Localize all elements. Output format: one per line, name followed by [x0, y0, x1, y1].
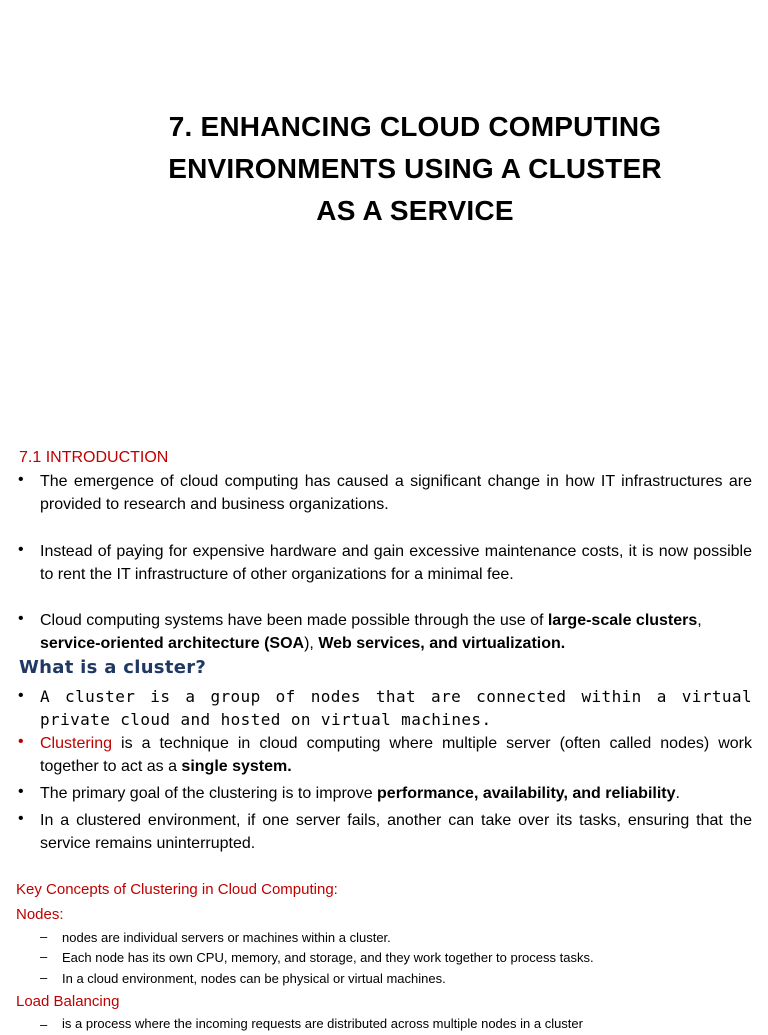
cluster-bullet-1: A cluster is a group of nodes that are connected within a virtual private cloud and hosted on virtual machines. [40, 687, 752, 729]
bullet-marker-red: • [18, 733, 24, 750]
intro-bullet-3-bold-3: Web services, and virtualization. [318, 635, 566, 652]
nodes-item-1: nodes are individual servers or machines within a cluster. [62, 930, 391, 945]
cluster-bullet-3-bold: performance, availability, and reliability [377, 785, 676, 802]
bullet-marker: • [18, 471, 24, 488]
dash-marker: – [40, 970, 48, 985]
cluster-bullet-3-text: The primary goal of the clustering is to improve [40, 785, 378, 802]
cluster-bullet-3-end: . [675, 785, 680, 802]
intro-bullet-3-text: Cloud computing systems have been made possible through the use of [40, 612, 548, 629]
bullet-marker: • [18, 541, 24, 558]
title-line-3: AS A SERVICE [316, 195, 514, 226]
dash-marker: – [40, 949, 48, 964]
load-balancing-item: is a process where the incoming requests are distributed across multiple nodes in a cluster [62, 1016, 583, 1031]
bullet-marker: • [18, 687, 24, 704]
intro-bullet-3-bold-1: large-scale clusters [547, 612, 698, 629]
title-line-2: ENVIRONMENTS USING A CLUSTER [168, 153, 662, 184]
cluster-bullet-2-bold: single system. [181, 758, 292, 775]
cluster-bullet-2 [40, 732, 752, 778]
title-line-1: 7. ENHANCING CLOUD COMPUTING [168, 111, 662, 142]
intro-bullet-1: The emergence of cloud computing has caused a significant change in how IT infrastructures are provided to research and business organizations. [40, 473, 752, 513]
page-title [80, 106, 750, 232]
dash-marker: – [40, 929, 48, 944]
dash-marker: – [40, 1017, 48, 1032]
nodes-item-3: In a cloud environment, nodes can be physical or virtual machines. [62, 971, 446, 986]
intro-bullet-3 [40, 609, 752, 655]
clustering-term: Clustering [40, 735, 113, 752]
cluster-bullet-3 [40, 782, 752, 805]
cluster-bullet-4: In a clustered environment, if one server fails, another can take over its tasks, ensuring that the service remains uninterrupted. [40, 812, 752, 852]
bullet-marker: • [18, 610, 24, 627]
load-balancing-heading: Load Balancing [16, 993, 120, 1010]
bullet-marker: • [18, 783, 24, 800]
cluster-bullet-2-text: is a technique in cloud computing where multiple server (often called nodes) work together to act as a [40, 735, 752, 775]
intro-bullet-3-bold-2: service-oriented architecture (SOA [40, 635, 305, 652]
intro-bullet-3-paren: ), [304, 635, 319, 652]
cluster-heading: What is a cluster? [19, 657, 207, 678]
nodes-heading: Nodes: [16, 906, 64, 923]
bullet-marker: • [18, 810, 24, 827]
intro-bullet-2: Instead of paying for expensive hardware and gain excessive maintenance costs, it is now possible to rent the IT infrastructure of other organizations for a minimal fee. [40, 543, 752, 583]
key-concepts-heading: Key Concepts of Clustering in Cloud Computing: [16, 881, 338, 898]
intro-bullet-3-comma: , [697, 612, 702, 629]
nodes-item-2: Each node has its own CPU, memory, and storage, and they work together to process tasks. [62, 950, 594, 965]
intro-heading: 7.1 INTRODUCTION [19, 449, 169, 466]
